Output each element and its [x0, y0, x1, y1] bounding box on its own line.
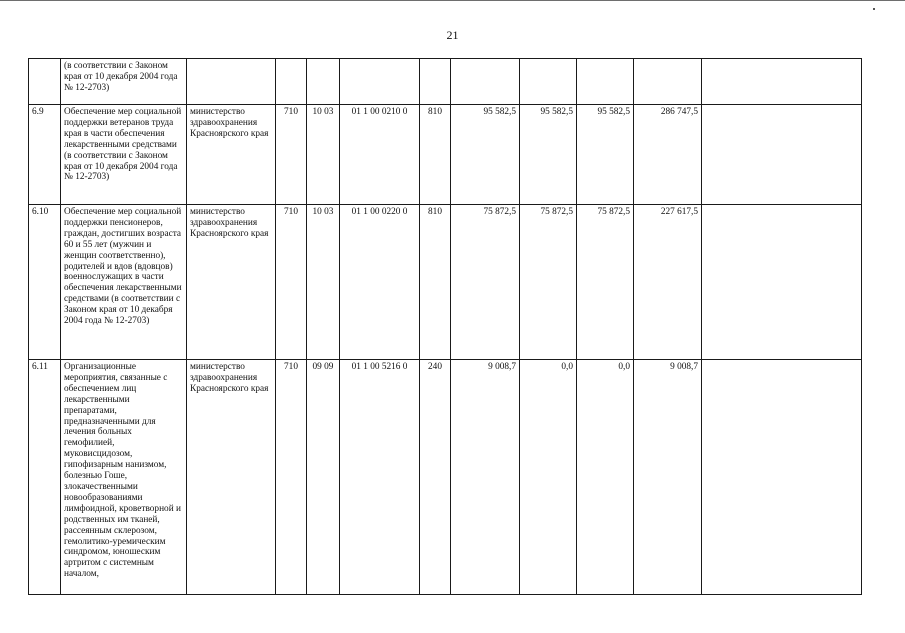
row-year3: 95 582,5 [577, 105, 634, 205]
row-vr: 810 [420, 205, 451, 360]
row-empty-cell [702, 205, 862, 360]
row-name: Обеспечение мер социальной поддержки пенсионеров, граждан, достигших возраста 60 и 55 лет (мужчин и женщин соответственно), родителей и вдов (вдовцов) военнослужащих в части обеспечения лекарственными средствами (в соответствии с Законом края от 10 декабря 2004 года № 12-2703) [61, 205, 187, 360]
row-year2: 75 872,5 [520, 205, 577, 360]
row-administrator: министерство здравоохранения Красноярского края [187, 205, 276, 360]
row-empty-cell [702, 360, 862, 595]
row-total: 227 617,5 [634, 205, 702, 360]
table-row [29, 360, 862, 595]
row-code-admin: 710 [276, 105, 307, 205]
row-administrator: министерство здравоохранения Красноярского края [187, 360, 276, 595]
row-vr: 240 [420, 360, 451, 595]
budget-table [28, 58, 862, 595]
row-total: 9 008,7 [634, 360, 702, 595]
row-empty-cell [702, 59, 862, 105]
row-name: Организационные мероприятия, связанные с обеспечением лиц лекарственными препаратами, предназначенными для лечения больных гемофилией, муковисцидозом, гипофизарным нанизмом, болезнью Гоше, злокачественными новообразованиями лимфоидной, кроветворной и родственных им тканей, рассеянным склерозом, гемолитико-уремическим синдромом, юношеским артритом с системным началом, [61, 360, 187, 595]
row-section: 10 03 [307, 105, 340, 205]
row-year1: 75 872,5 [451, 205, 520, 360]
row-administrator: министерство здравоохранения Красноярского края [187, 105, 276, 205]
row-number: 6.10 [29, 205, 61, 360]
row-number [29, 59, 61, 105]
row-year1 [451, 59, 520, 105]
row-year3 [577, 59, 634, 105]
row-csr: 01 1 00 5216 0 [340, 360, 420, 595]
row-year1: 95 582,5 [451, 105, 520, 205]
row-year2 [520, 59, 577, 105]
row-name: (в соответствии с Законом края от 10 декабря 2004 года № 12-2703) [61, 59, 187, 105]
row-year2: 95 582,5 [520, 105, 577, 205]
scan-speck [873, 8, 875, 10]
row-code-admin: 710 [276, 205, 307, 360]
table-row [29, 105, 862, 205]
row-year3: 75 872,5 [577, 205, 634, 360]
row-code-admin [276, 59, 307, 105]
row-section: 10 03 [307, 205, 340, 360]
row-year1: 9 008,7 [451, 360, 520, 595]
row-section [307, 59, 340, 105]
row-csr [340, 59, 420, 105]
table-row [29, 205, 862, 360]
row-section: 09 09 [307, 360, 340, 595]
row-name: Обеспечение мер социальной поддержки ветеранов труда края в части обеспечения лекарственными средствами (в соответствии с Законом края от 10 декабря 2004 года № 12-2703) [61, 105, 187, 205]
row-csr: 01 1 00 0210 0 [340, 105, 420, 205]
row-total: 286 747,5 [634, 105, 702, 205]
page-number: 21 [446, 28, 459, 42]
row-csr: 01 1 00 0220 0 [340, 205, 420, 360]
scan-top-border [0, 0, 905, 1]
row-number: 6.9 [29, 105, 61, 205]
row-year2: 0,0 [520, 360, 577, 595]
table-row [29, 59, 862, 105]
row-administrator [187, 59, 276, 105]
row-vr: 810 [420, 105, 451, 205]
row-empty-cell [702, 105, 862, 205]
row-total [634, 59, 702, 105]
row-year3: 0,0 [577, 360, 634, 595]
row-number: 6.11 [29, 360, 61, 595]
row-vr [420, 59, 451, 105]
row-code-admin: 710 [276, 360, 307, 595]
